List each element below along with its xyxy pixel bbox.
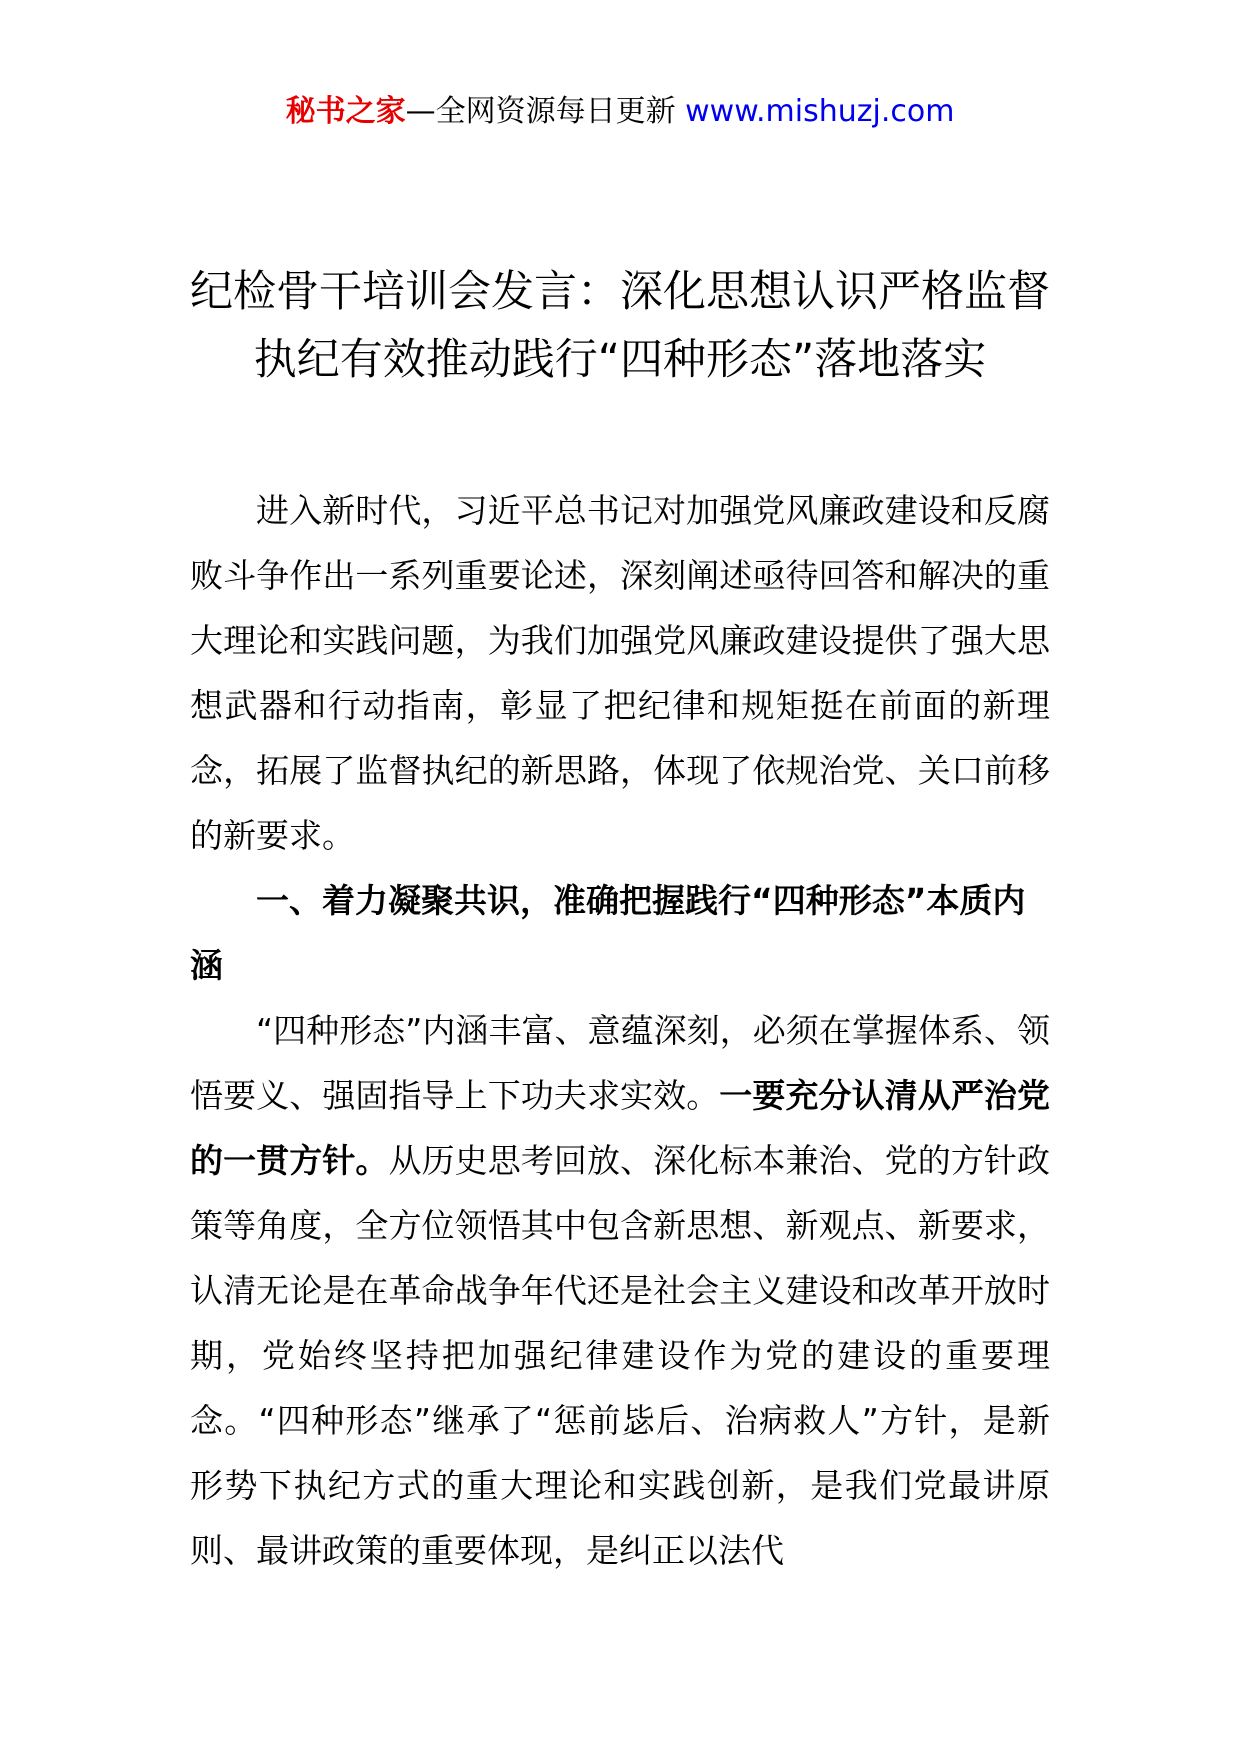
section-heading-1: 一、着力凝聚共识，准确把握践行“四种形态”本质内涵	[190, 881, 1026, 985]
document-body	[190, 478, 1050, 1583]
site-slogan: —全网资源每日更新	[405, 94, 686, 129]
paragraph-lead-text: “四种形态”内涵丰富、意蕴深刻，必须在掌握体系、领悟要义、强固指导上下功夫求实效。	[190, 1011, 1050, 1115]
intro-paragraph: 进入新时代，习近平总书记对加强党风廉政建设和反腐败斗争作出一系列重要论述，深刻阐述亟待回答和解决的重大理论和实践问题，为我们加强党风廉政建设提供了强大思想武器和行动指南，彰显了把纪律和规矩挺在前面的新理念，拓展了监督执纪的新思路，体现了依规治党、关口前移的新要求。	[190, 491, 1050, 855]
document-title: 纪检骨干培训会发言：深化思想认识严格监督执纪有效推动践行“四种形态”落地落实	[190, 267, 1050, 385]
paragraph-body-text: 从历史思考回放、深化标本兼治、党的方针政策等角度，全方位领悟其中包含新思想、新观点、新要求，认清无论是在革命战争年代还是社会主义建设和改革开放时期，党始终坚持把加强纪律建设作为党的建设的重要理念。“四种形态”继承了“惩前毖后、治病救人”方针，是新形势下执纪方式的重大理论和实践创新，是我们党最讲原则、最讲政策的重要体现，是纠正以法代	[190, 1141, 1051, 1570]
site-url-link[interactable]: www.mishuzj.com	[685, 94, 955, 129]
site-header	[0, 92, 1240, 132]
section-1-paragraph	[190, 998, 1050, 1583]
paragraph-bold-point: 一要充分认清从严治党的一贯方针。	[190, 1076, 1051, 1180]
site-brand: 秘书之家	[285, 94, 406, 129]
